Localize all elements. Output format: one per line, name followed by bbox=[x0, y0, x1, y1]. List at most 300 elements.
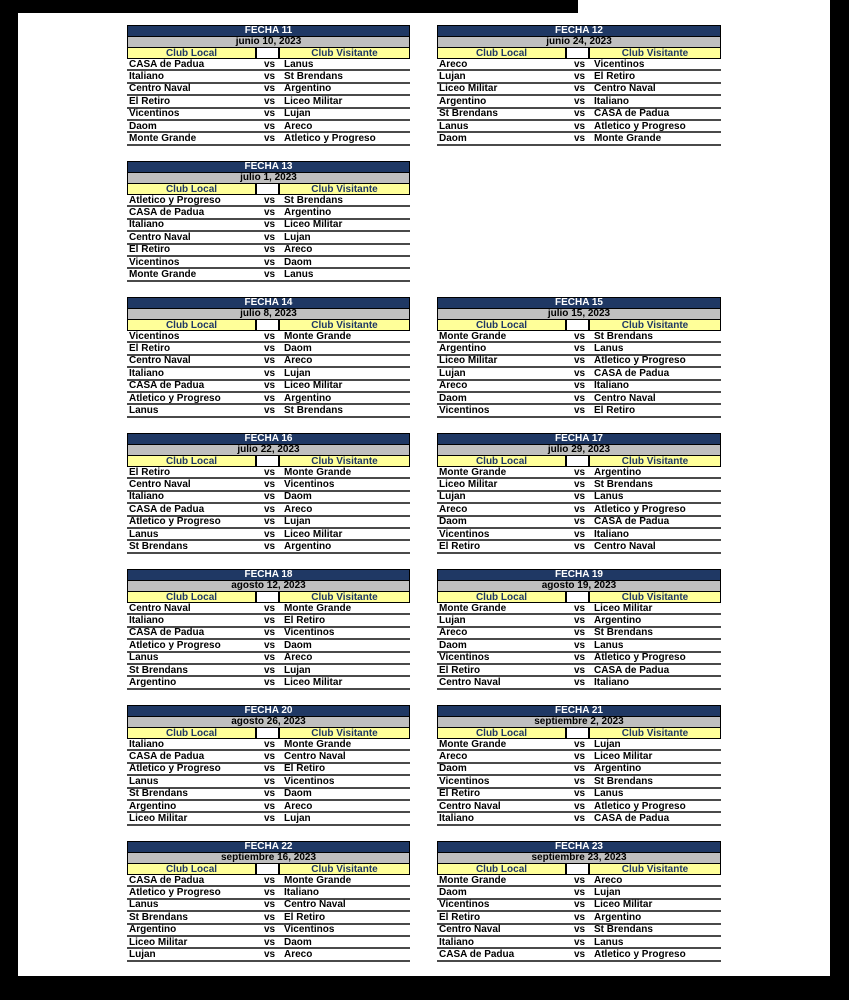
date-row: julio 22, 2023 bbox=[127, 444, 410, 455]
local-team: Argentino bbox=[129, 800, 177, 812]
fixtures-grid bbox=[127, 25, 721, 977]
fecha-header: FECHA 18 bbox=[127, 569, 410, 580]
visitante-team: Centro Naval bbox=[284, 899, 346, 911]
local-team: El Retiro bbox=[129, 244, 171, 256]
local-team: Vicentinos bbox=[439, 652, 490, 664]
vs-label: vs bbox=[573, 528, 586, 540]
date-row: agosto 12, 2023 bbox=[127, 580, 410, 591]
match-row bbox=[127, 517, 410, 529]
local-team: CASA de Padua bbox=[129, 627, 205, 639]
visitante-team: Areco bbox=[284, 355, 313, 367]
vs-label: vs bbox=[263, 788, 276, 800]
column-header-row bbox=[127, 319, 410, 331]
visitante-team: Lanus bbox=[284, 58, 314, 70]
local-team: St Brendans bbox=[129, 541, 188, 553]
vs-label: vs bbox=[263, 627, 276, 639]
vs-label: vs bbox=[573, 813, 586, 825]
local-team: St Brendans bbox=[129, 911, 188, 923]
vs-label: vs bbox=[263, 936, 276, 948]
local-team: Italiano bbox=[129, 615, 165, 627]
club-local-header: Club Local bbox=[127, 319, 256, 331]
visitante-team: Italiano bbox=[594, 95, 630, 107]
fixture-table bbox=[127, 161, 410, 297]
document-page bbox=[18, 0, 830, 976]
vs-label: vs bbox=[263, 924, 276, 936]
vs-label: vs bbox=[263, 330, 276, 342]
visitante-team: St Brendans bbox=[594, 924, 653, 936]
vs-column-spacer bbox=[566, 455, 589, 467]
local-team: CASA de Padua bbox=[129, 503, 205, 515]
visitante-team: Liceo Militar bbox=[284, 95, 343, 107]
local-team: Centro Naval bbox=[439, 677, 501, 689]
vs-label: vs bbox=[263, 367, 276, 379]
local-team: Atletico y Progreso bbox=[129, 763, 221, 775]
local-team: Lujan bbox=[439, 615, 466, 627]
visitante-team: Monte Grande bbox=[284, 466, 352, 478]
visitante-team: Lanus bbox=[594, 936, 624, 948]
match-row bbox=[127, 109, 410, 121]
vs-label: vs bbox=[263, 602, 276, 614]
vs-column-spacer bbox=[256, 727, 279, 739]
fecha-header: FECHA 20 bbox=[127, 705, 410, 716]
fecha-header: FECHA 21 bbox=[437, 705, 721, 716]
local-team: Centro Naval bbox=[129, 479, 191, 491]
visitante-team: Centro Naval bbox=[594, 392, 656, 404]
vs-label: vs bbox=[263, 813, 276, 825]
club-local-header: Club Local bbox=[437, 319, 566, 331]
vs-label: vs bbox=[573, 887, 586, 899]
visitante-team: Lujan bbox=[284, 813, 311, 825]
column-header-row bbox=[127, 727, 410, 739]
club-visitante-header: Club Visitante bbox=[279, 863, 410, 875]
column-header-row bbox=[437, 727, 721, 739]
match-row bbox=[437, 615, 721, 627]
vs-label: vs bbox=[573, 71, 586, 83]
match-row bbox=[127, 949, 410, 961]
visitante-team: Argentino bbox=[284, 392, 332, 404]
visitante-team: Argentino bbox=[594, 466, 642, 478]
vs-label: vs bbox=[573, 95, 586, 107]
visitante-team: Vicentinos bbox=[284, 775, 335, 787]
visitante-team: Monte Grande bbox=[284, 874, 352, 886]
vs-label: vs bbox=[573, 466, 586, 478]
visitante-team: Daom bbox=[284, 936, 312, 948]
match-row bbox=[127, 133, 410, 145]
local-team: Italiano bbox=[129, 71, 165, 83]
vs-label: vs bbox=[573, 874, 586, 886]
vs-label: vs bbox=[573, 479, 586, 491]
visitante-team: El Retiro bbox=[284, 763, 326, 775]
local-team: El Retiro bbox=[439, 788, 481, 800]
local-team: Atletico y Progreso bbox=[129, 194, 221, 206]
vs-label: vs bbox=[263, 269, 276, 281]
local-team: Centro Naval bbox=[129, 355, 191, 367]
match-row bbox=[437, 875, 721, 887]
match-row bbox=[437, 393, 721, 405]
vs-label: vs bbox=[263, 528, 276, 540]
visitante-team: Lujan bbox=[284, 231, 311, 243]
match-row bbox=[437, 887, 721, 899]
column-header-row bbox=[127, 47, 410, 59]
match-row bbox=[127, 529, 410, 541]
visitante-team: CASA de Padua bbox=[594, 367, 670, 379]
vs-label: vs bbox=[263, 503, 276, 515]
match-row bbox=[437, 925, 721, 937]
vs-label: vs bbox=[263, 194, 276, 206]
match-row bbox=[437, 343, 721, 355]
visitante-team: Monte Grande bbox=[284, 738, 352, 750]
fixture-table bbox=[127, 433, 410, 569]
vs-label: vs bbox=[263, 899, 276, 911]
match-row bbox=[437, 492, 721, 504]
local-team: Monte Grande bbox=[439, 466, 507, 478]
fixture-table bbox=[127, 705, 410, 841]
visitante-team: Atletico y Progreso bbox=[284, 133, 376, 145]
date-row: julio 15, 2023 bbox=[437, 308, 721, 319]
local-team: CASA de Padua bbox=[439, 949, 515, 961]
vs-label: vs bbox=[573, 936, 586, 948]
club-local-header: Club Local bbox=[127, 863, 256, 875]
match-row bbox=[437, 789, 721, 801]
match-row bbox=[127, 331, 410, 343]
match-row bbox=[437, 479, 721, 491]
visitante-team: Centro Naval bbox=[594, 83, 656, 95]
vs-label: vs bbox=[573, 899, 586, 911]
club-visitante-header: Club Visitante bbox=[589, 319, 721, 331]
match-row bbox=[127, 220, 410, 232]
match-row bbox=[127, 381, 410, 393]
fecha-header: FECHA 16 bbox=[127, 433, 410, 444]
match-row bbox=[127, 628, 410, 640]
column-header-row bbox=[127, 183, 410, 195]
local-team: St Brendans bbox=[439, 108, 498, 120]
vs-label: vs bbox=[573, 355, 586, 367]
visitante-team: Argentino bbox=[594, 615, 642, 627]
visitante-team: Atletico y Progreso bbox=[594, 503, 686, 515]
vs-label: vs bbox=[263, 763, 276, 775]
match-row bbox=[127, 640, 410, 652]
match-row bbox=[437, 912, 721, 924]
vs-label: vs bbox=[263, 380, 276, 392]
match-row bbox=[127, 257, 410, 269]
match-row bbox=[127, 232, 410, 244]
local-team: Atletico y Progreso bbox=[129, 516, 221, 528]
match-row bbox=[437, 628, 721, 640]
match-row bbox=[127, 900, 410, 912]
match-row bbox=[437, 813, 721, 825]
match-row bbox=[437, 356, 721, 368]
visitante-team: Argentino bbox=[594, 911, 642, 923]
visitante-team: Areco bbox=[284, 503, 313, 515]
fecha-header: FECHA 13 bbox=[127, 161, 410, 172]
visitante-team: Liceo Militar bbox=[594, 899, 653, 911]
vs-label: vs bbox=[573, 343, 586, 355]
vs-label: vs bbox=[573, 751, 586, 763]
vs-label: vs bbox=[573, 763, 586, 775]
visitante-team: Monte Grande bbox=[594, 133, 662, 145]
vs-label: vs bbox=[263, 58, 276, 70]
local-team: Monte Grande bbox=[439, 874, 507, 886]
vs-label: vs bbox=[263, 120, 276, 132]
club-visitante-header: Club Visitante bbox=[589, 455, 721, 467]
visitante-team: Areco bbox=[594, 874, 623, 886]
match-row bbox=[127, 467, 410, 479]
match-row bbox=[127, 343, 410, 355]
local-team: El Retiro bbox=[439, 664, 481, 676]
club-local-header: Club Local bbox=[437, 727, 566, 739]
fecha-header: FECHA 19 bbox=[437, 569, 721, 580]
local-team: El Retiro bbox=[439, 541, 481, 553]
match-row bbox=[437, 949, 721, 961]
vs-label: vs bbox=[263, 775, 276, 787]
vs-label: vs bbox=[263, 874, 276, 886]
club-local-header: Club Local bbox=[437, 47, 566, 59]
match-row bbox=[437, 739, 721, 751]
match-row bbox=[127, 776, 410, 788]
vs-label: vs bbox=[263, 207, 276, 219]
local-team: Lujan bbox=[439, 71, 466, 83]
club-visitante-header: Club Visitante bbox=[279, 183, 410, 195]
vs-label: vs bbox=[573, 652, 586, 664]
match-row bbox=[127, 541, 410, 553]
date-row: agosto 26, 2023 bbox=[127, 716, 410, 727]
vs-label: vs bbox=[573, 405, 586, 417]
match-row bbox=[437, 59, 721, 71]
club-local-header: Club Local bbox=[127, 591, 256, 603]
local-team: Areco bbox=[439, 503, 468, 515]
vs-label: vs bbox=[573, 949, 586, 961]
match-row bbox=[127, 492, 410, 504]
match-row bbox=[437, 764, 721, 776]
local-team: St Brendans bbox=[129, 664, 188, 676]
local-team: El Retiro bbox=[129, 95, 171, 107]
match-row bbox=[437, 331, 721, 343]
match-row bbox=[437, 529, 721, 541]
club-local-header: Club Local bbox=[437, 863, 566, 875]
visitante-team: Italiano bbox=[594, 528, 630, 540]
vs-column-spacer bbox=[256, 47, 279, 59]
local-team: Liceo Militar bbox=[439, 479, 498, 491]
visitante-team: Centro Naval bbox=[284, 751, 346, 763]
vs-label: vs bbox=[573, 775, 586, 787]
vs-label: vs bbox=[573, 330, 586, 342]
local-team: Lanus bbox=[129, 652, 159, 664]
match-row bbox=[437, 133, 721, 145]
fecha-header: FECHA 11 bbox=[127, 25, 410, 36]
local-team: Liceo Militar bbox=[439, 83, 498, 95]
visitante-team: Lujan bbox=[284, 108, 311, 120]
local-team: Daom bbox=[439, 639, 467, 651]
club-local-header: Club Local bbox=[127, 47, 256, 59]
visitante-team: Areco bbox=[284, 949, 313, 961]
vs-label: vs bbox=[263, 71, 276, 83]
visitante-team: Liceo Militar bbox=[594, 751, 653, 763]
vs-label: vs bbox=[263, 516, 276, 528]
local-team: El Retiro bbox=[129, 466, 171, 478]
fecha-header: FECHA 23 bbox=[437, 841, 721, 852]
vs-label: vs bbox=[263, 541, 276, 553]
visitante-team: St Brendans bbox=[594, 479, 653, 491]
local-team: Vicentinos bbox=[439, 405, 490, 417]
club-visitante-header: Club Visitante bbox=[279, 455, 410, 467]
date-row: julio 29, 2023 bbox=[437, 444, 721, 455]
column-header-row bbox=[437, 455, 721, 467]
club-visitante-header: Club Visitante bbox=[589, 727, 721, 739]
local-team: CASA de Padua bbox=[129, 751, 205, 763]
club-visitante-header: Club Visitante bbox=[279, 319, 410, 331]
fixture-table bbox=[437, 433, 721, 569]
vs-label: vs bbox=[263, 466, 276, 478]
visitante-team: Areco bbox=[284, 652, 313, 664]
visitante-team: Liceo Militar bbox=[284, 219, 343, 231]
visitante-team: Daom bbox=[284, 639, 312, 651]
vs-column-spacer bbox=[256, 183, 279, 195]
local-team: Argentino bbox=[439, 343, 487, 355]
visitante-team: Lujan bbox=[284, 516, 311, 528]
match-row bbox=[127, 269, 410, 281]
local-team: Monte Grande bbox=[439, 602, 507, 614]
visitante-team: Argentino bbox=[284, 83, 332, 95]
match-row bbox=[127, 615, 410, 627]
visitante-team: CASA de Padua bbox=[594, 516, 670, 528]
vs-label: vs bbox=[573, 83, 586, 95]
vs-label: vs bbox=[263, 108, 276, 120]
vs-label: vs bbox=[573, 367, 586, 379]
visitante-team: Argentino bbox=[284, 207, 332, 219]
local-team: Monte Grande bbox=[439, 330, 507, 342]
vs-label: vs bbox=[573, 58, 586, 70]
local-team: Italiano bbox=[129, 738, 165, 750]
match-row bbox=[127, 813, 410, 825]
match-row bbox=[437, 109, 721, 121]
match-row bbox=[127, 207, 410, 219]
match-row bbox=[127, 677, 410, 689]
fecha-header: FECHA 14 bbox=[127, 297, 410, 308]
visitante-team: Lanus bbox=[594, 343, 624, 355]
local-team: Vicentinos bbox=[439, 775, 490, 787]
fecha-header: FECHA 15 bbox=[437, 297, 721, 308]
date-row: junio 10, 2023 bbox=[127, 36, 410, 47]
local-team: Liceo Militar bbox=[129, 936, 188, 948]
visitante-team: Lanus bbox=[594, 491, 624, 503]
match-row bbox=[437, 640, 721, 652]
vs-label: vs bbox=[573, 516, 586, 528]
match-row bbox=[127, 801, 410, 813]
visitante-team: El Retiro bbox=[284, 615, 326, 627]
match-row bbox=[127, 356, 410, 368]
vs-label: vs bbox=[573, 664, 586, 676]
club-visitante-header: Club Visitante bbox=[279, 47, 410, 59]
visitante-team: Lanus bbox=[594, 639, 624, 651]
local-team: Italiano bbox=[129, 219, 165, 231]
vs-label: vs bbox=[263, 405, 276, 417]
date-row: septiembre 16, 2023 bbox=[127, 852, 410, 863]
visitante-team: Liceo Militar bbox=[284, 528, 343, 540]
match-row bbox=[437, 504, 721, 516]
column-header-row bbox=[437, 591, 721, 603]
date-row: septiembre 2, 2023 bbox=[437, 716, 721, 727]
local-team: CASA de Padua bbox=[129, 380, 205, 392]
vs-column-spacer bbox=[566, 727, 589, 739]
date-row: septiembre 23, 2023 bbox=[437, 852, 721, 863]
visitante-team: Argentino bbox=[284, 541, 332, 553]
visitante-team: CASA de Padua bbox=[594, 813, 670, 825]
vs-label: vs bbox=[263, 355, 276, 367]
match-row bbox=[127, 665, 410, 677]
visitante-team: St Brendans bbox=[284, 71, 343, 83]
match-row bbox=[127, 912, 410, 924]
local-team: Lanus bbox=[439, 120, 469, 132]
match-row bbox=[437, 751, 721, 763]
vs-label: vs bbox=[263, 491, 276, 503]
match-row bbox=[127, 751, 410, 763]
local-team: Monte Grande bbox=[129, 133, 197, 145]
fixture-table bbox=[437, 705, 721, 841]
vs-label: vs bbox=[573, 120, 586, 132]
fixture-table bbox=[127, 841, 410, 977]
visitante-team: Atletico y Progreso bbox=[594, 120, 686, 132]
local-team: Vicentinos bbox=[129, 108, 180, 120]
visitante-team: CASA de Padua bbox=[594, 664, 670, 676]
date-row: agosto 19, 2023 bbox=[437, 580, 721, 591]
local-team: Daom bbox=[439, 887, 467, 899]
local-team: Daom bbox=[129, 120, 157, 132]
match-row bbox=[127, 96, 410, 108]
visitante-team: Vicentinos bbox=[284, 924, 335, 936]
local-team: Atletico y Progreso bbox=[129, 639, 221, 651]
vs-label: vs bbox=[263, 479, 276, 491]
match-row bbox=[437, 121, 721, 133]
vs-label: vs bbox=[263, 664, 276, 676]
vs-label: vs bbox=[263, 133, 276, 145]
local-team: Daom bbox=[439, 516, 467, 528]
local-team: Lanus bbox=[129, 775, 159, 787]
visitante-team: Lanus bbox=[594, 788, 624, 800]
local-team: Lujan bbox=[129, 949, 156, 961]
vs-column-spacer bbox=[566, 591, 589, 603]
local-team: Atletico y Progreso bbox=[129, 887, 221, 899]
local-team: CASA de Padua bbox=[129, 58, 205, 70]
vs-label: vs bbox=[573, 602, 586, 614]
vs-label: vs bbox=[573, 108, 586, 120]
match-row bbox=[437, 937, 721, 949]
match-row bbox=[437, 801, 721, 813]
match-row bbox=[127, 479, 410, 491]
vs-label: vs bbox=[573, 800, 586, 812]
match-row bbox=[127, 195, 410, 207]
local-team: Italiano bbox=[129, 367, 165, 379]
match-row bbox=[437, 517, 721, 529]
visitante-team: Daom bbox=[284, 491, 312, 503]
local-team: CASA de Padua bbox=[129, 207, 205, 219]
visitante-team: St Brendans bbox=[284, 405, 343, 417]
column-header-row bbox=[127, 863, 410, 875]
visitante-team: Daom bbox=[284, 343, 312, 355]
match-row bbox=[127, 84, 410, 96]
match-row bbox=[127, 71, 410, 83]
match-row bbox=[437, 653, 721, 665]
visitante-team: Daom bbox=[284, 788, 312, 800]
local-team: Italiano bbox=[439, 936, 475, 948]
match-row bbox=[127, 59, 410, 71]
local-team: Daom bbox=[439, 763, 467, 775]
vs-label: vs bbox=[573, 133, 586, 145]
match-row bbox=[127, 764, 410, 776]
local-team: Lujan bbox=[439, 367, 466, 379]
visitante-team: Lujan bbox=[284, 664, 311, 676]
local-team: Argentino bbox=[439, 95, 487, 107]
match-row bbox=[437, 603, 721, 615]
